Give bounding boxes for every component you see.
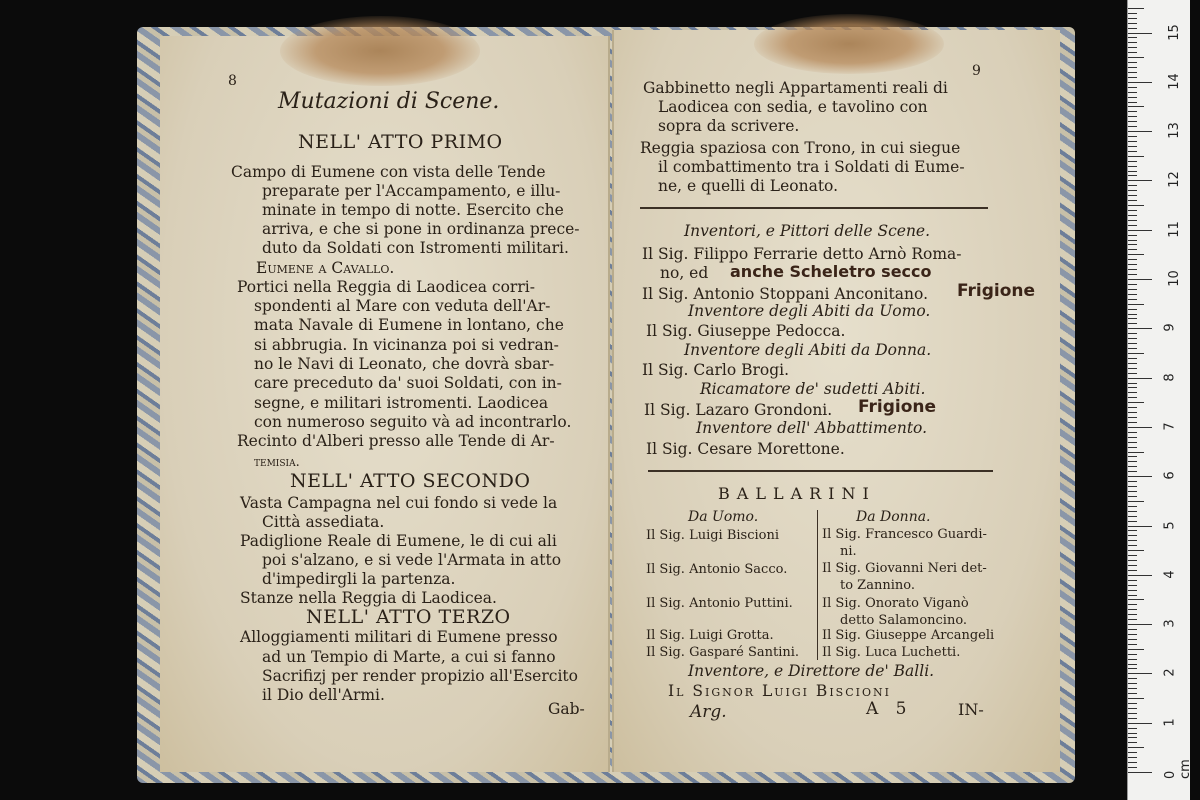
- ruler-tick: [1128, 42, 1137, 43]
- text-line: si abbrugia. In vicinanza poi si vedran-: [254, 336, 559, 354]
- ruler-tick: [1128, 526, 1152, 527]
- list-item: ni.: [840, 544, 857, 559]
- ruler-tick: [1128, 407, 1137, 408]
- ruler-number: 3: [1162, 619, 1178, 628]
- ruler-tick: [1128, 343, 1137, 344]
- text-line: Eumene a Cavallo.: [256, 259, 395, 277]
- ruler-tick: [1128, 161, 1137, 162]
- ruler-tick: [1128, 713, 1137, 714]
- ruler-tick: [1128, 585, 1137, 586]
- divider-rule: [640, 207, 988, 209]
- ruler-tick: [1128, 185, 1137, 186]
- ruler-tick: [1128, 240, 1137, 241]
- text-line: Padiglione Reale di Eumene, le di cui ali: [240, 532, 557, 550]
- scale-ruler: [1127, 0, 1193, 800]
- text-line: spondenti al Mare con veduta dell'Ar-: [254, 297, 551, 315]
- ruler-tick: [1128, 644, 1137, 645]
- ruler-tick: [1128, 456, 1137, 457]
- text-line: Recinto d'Alberi presso alle Tende di Ar-: [237, 432, 555, 450]
- ruler-tick: [1128, 363, 1137, 364]
- ruler-tick: [1128, 678, 1137, 679]
- footer-left: Arg.: [690, 702, 727, 722]
- text-line: Inventore degli Abiti da Donna.: [684, 341, 932, 359]
- ruler-tick: [1128, 67, 1137, 68]
- list-item: Il Sig. Luigi Grotta.: [646, 628, 774, 643]
- ruler-tick: [1128, 668, 1137, 669]
- ruler-tick: [1128, 570, 1137, 571]
- ruler-tick: [1128, 412, 1137, 413]
- ruler-tick: [1128, 752, 1137, 753]
- text-line: Inventore degli Abiti da Uomo.: [688, 302, 931, 320]
- ruler-tick: [1128, 392, 1137, 393]
- text-line: Il Sig. Filippo Ferrarie detto Arnò Roma-: [642, 245, 962, 263]
- text-line: segne, e militari istromenti. Laodicea: [254, 394, 549, 412]
- list-item: Il Sig. Giovanni Neri det-: [822, 561, 987, 576]
- ruler-tick: [1128, 540, 1137, 541]
- list-item: Il Sig. Antonio Puttini.: [646, 596, 793, 611]
- ruler-tick: [1128, 762, 1137, 763]
- ruler-number: 2: [1162, 668, 1178, 678]
- text-line: il combattimento tra i Soldati di Eume-: [658, 158, 965, 176]
- text-line: arriva, e che si pone in ordinanza prece-: [262, 220, 580, 238]
- ruler-tick: [1128, 595, 1137, 596]
- ruler-tick: [1128, 747, 1144, 748]
- list-item: Il Sig. Luca Luchetti.: [822, 645, 961, 660]
- ruler-tick: [1128, 530, 1137, 531]
- ruler-number: 9: [1162, 323, 1178, 332]
- ruler-number: 4: [1162, 570, 1178, 579]
- ruler-tick: [1128, 151, 1137, 152]
- director-heading: Inventore, e Direttore de' Balli.: [688, 662, 935, 680]
- page-number-right: 9: [972, 63, 981, 79]
- ruler-tick: [1128, 560, 1137, 561]
- ruler-tick: [1128, 590, 1137, 591]
- text-line: Stanze nella Reggia di Laodicea.: [240, 589, 497, 607]
- ruler-tick: [1128, 654, 1137, 655]
- ruler-tick: [1128, 82, 1152, 83]
- ruler-tick: [1128, 555, 1137, 556]
- ruler-tick: [1128, 279, 1152, 280]
- ruler-tick: [1128, 309, 1137, 310]
- ruler-tick: [1128, 37, 1137, 38]
- ruler-tick: [1128, 550, 1144, 551]
- ruler-tick: [1128, 348, 1137, 349]
- text-line: Città assediata.: [262, 513, 385, 531]
- ruler-tick: [1128, 102, 1137, 103]
- text-line: Il Sig. Cesare Morettone.: [646, 440, 845, 458]
- act1-heading: NELL' ATTO PRIMO: [298, 131, 503, 153]
- ruler-tick: [1128, 447, 1137, 448]
- ruler-tick: [1128, 180, 1152, 181]
- ruler-tick: [1128, 599, 1144, 600]
- ruler-number: 5: [1162, 520, 1178, 530]
- ruler-number: 6: [1162, 471, 1178, 480]
- ruler-tick: [1128, 383, 1137, 384]
- ruler-tick: [1128, 619, 1137, 620]
- text-line: Il Sig. Lazaro Grondoni.: [644, 401, 833, 419]
- ruler-tick: [1128, 205, 1144, 206]
- ruler-tick: [1128, 323, 1137, 324]
- ruler-tick: [1128, 8, 1144, 9]
- list-item: Il Sig. Antonio Sacco.: [646, 562, 788, 577]
- ruler-tick: [1128, 333, 1137, 334]
- ruler-tick: [1128, 318, 1137, 319]
- inventors-heading: Inventori, e Pittori delle Scene.: [684, 222, 931, 240]
- handwritten-note: Frigione: [858, 397, 937, 417]
- ruler-tick: [1128, 289, 1137, 290]
- ruler-tick: [1128, 121, 1137, 122]
- ruler-tick: [1128, 111, 1137, 112]
- ruler-tick: [1128, 378, 1152, 379]
- ruler-tick: [1128, 249, 1137, 250]
- ruler-tick: [1128, 33, 1152, 34]
- text-line: Gabbinetto negli Appartamenti reali di: [643, 79, 948, 97]
- text-line: care preceduto da' suoi Soldati, con in-: [254, 374, 562, 392]
- ballarini-heading: BALLARINI: [718, 484, 876, 503]
- ruler-number: 13: [1166, 122, 1182, 139]
- ruler-tick: [1128, 698, 1144, 699]
- ruler-tick: [1128, 23, 1137, 24]
- text-line: duto da Soldati con Istromenti militari.: [262, 239, 569, 257]
- ruler-tick: [1128, 269, 1137, 270]
- ruler-number: 1: [1162, 718, 1178, 727]
- ruler-tick: [1128, 580, 1137, 581]
- ruler-tick: [1128, 481, 1137, 482]
- ruler-tick: [1128, 708, 1137, 709]
- ruler-tick: [1128, 634, 1137, 635]
- act3-heading: NELL' ATTO TERZO: [306, 606, 511, 628]
- text-line: poi s'alzano, e si vede l'Armata in atto: [262, 551, 562, 569]
- ruler-tick: [1128, 733, 1137, 734]
- column-divider: [817, 510, 818, 660]
- ruler-tick: [1128, 723, 1152, 724]
- ruler-tick: [1128, 545, 1137, 546]
- ruler-tick: [1128, 210, 1137, 211]
- ruler-tick: [1128, 52, 1137, 53]
- ruler-tick: [1128, 195, 1137, 196]
- list-item: Il Sig. Luigi Biscioni: [646, 528, 780, 543]
- text-line: Il Sig. Antonio Stoppani Anconitano.: [642, 285, 928, 303]
- ruler-tick: [1128, 274, 1137, 275]
- ruler-tick: [1128, 57, 1144, 58]
- ruler-tick: [1128, 87, 1137, 88]
- ruler-tick: [1128, 432, 1137, 433]
- act2-heading: NELL' ATTO SECONDO: [290, 470, 531, 492]
- ruler-tick: [1128, 62, 1137, 63]
- text-line: temisia.: [254, 455, 300, 470]
- ruler-tick: [1128, 304, 1144, 305]
- ruler-tick: [1128, 259, 1137, 260]
- ruler-tick: [1128, 92, 1137, 93]
- page-number-left: 8: [228, 73, 237, 89]
- handwritten-note: Frigione: [957, 281, 1036, 301]
- ruler-tick: [1128, 693, 1137, 694]
- ruler-tick: [1128, 452, 1144, 453]
- ruler-tick: [1128, 427, 1152, 428]
- ruler-tick: [1128, 437, 1137, 438]
- ruler-tick: [1128, 535, 1137, 536]
- ruler-tick: [1128, 521, 1137, 522]
- ruler-tick: [1128, 314, 1137, 315]
- catchword: Gab-: [548, 700, 585, 718]
- ruler-tick: [1128, 146, 1137, 147]
- ruler-tick: [1128, 136, 1137, 137]
- ruler-tick: [1128, 358, 1137, 359]
- ruler-number: 10: [1166, 270, 1182, 287]
- ruler-tick: [1128, 373, 1137, 374]
- ruler-tick: [1128, 220, 1137, 221]
- text-line: mata Navale di Eumene in lontano, che: [254, 316, 564, 334]
- ruler-tick: [1128, 506, 1137, 507]
- ruler-tick: [1128, 141, 1137, 142]
- ruler-tick: [1128, 609, 1137, 610]
- water-stain: [280, 16, 480, 86]
- ruler-tick: [1128, 402, 1144, 403]
- text-line: il Dio dell'Armi.: [262, 686, 385, 704]
- text-line: Ricamatore de' sudetti Abiti.: [700, 380, 926, 398]
- ruler-tick: [1128, 126, 1137, 127]
- ruler-tick: [1128, 565, 1137, 566]
- ruler-tick: [1128, 156, 1144, 157]
- col-heading-donna: Da Donna.: [856, 509, 931, 525]
- text-line: sopra da scrivere.: [658, 117, 800, 135]
- ruler-tick: [1128, 230, 1152, 231]
- ruler-tick: [1128, 97, 1137, 98]
- ruler-tick: [1128, 353, 1144, 354]
- ruler-number: 11: [1166, 220, 1182, 238]
- ruler-tick: [1128, 328, 1152, 329]
- ruler-tick: [1128, 486, 1137, 487]
- water-stain: [754, 14, 944, 74]
- ruler-tick: [1128, 235, 1137, 236]
- text-line: ne, e quelli di Leonato.: [658, 177, 839, 195]
- ruler-tick: [1128, 244, 1137, 245]
- ruler-tick: [1128, 575, 1152, 576]
- ruler-tick: [1128, 728, 1137, 729]
- text-line: ad un Tempio di Marte, a cui si fanno: [262, 648, 556, 666]
- ruler-tick: [1128, 718, 1137, 719]
- ruler-tick: [1128, 422, 1137, 423]
- text-line: preparate per l'Accampamento, e illu-: [262, 182, 561, 200]
- divider-rule: [648, 470, 993, 472]
- text-line: Laodicea con sedia, e tavolino con: [658, 98, 928, 116]
- list-item: Il Sig. Francesco Guardi-: [822, 527, 987, 542]
- text-line: d'impedirgli la partenza.: [262, 570, 456, 588]
- text-line: Alloggiamenti militari di Eumene presso: [240, 628, 558, 646]
- ruler-tick: [1128, 664, 1137, 665]
- ruler-number: 8: [1162, 372, 1178, 382]
- catchword: IN-: [958, 700, 984, 719]
- ruler-tick: [1128, 659, 1137, 660]
- text-line: Il Sig. Carlo Brogi.: [642, 361, 790, 379]
- ruler-tick: [1128, 200, 1137, 201]
- ruler-tick: [1128, 516, 1137, 517]
- ruler-tick: [1128, 215, 1137, 216]
- ruler-tick: [1128, 496, 1137, 497]
- ruler-tick: [1128, 772, 1152, 773]
- ruler-number: 12: [1166, 171, 1182, 189]
- text-line: con numeroso seguito và ad incontrarlo.: [254, 413, 572, 431]
- ruler-tick: [1128, 688, 1137, 689]
- ruler-number: 14: [1166, 73, 1182, 90]
- text-line: no le Navi di Leonato, che dovrà sbar-: [254, 355, 555, 373]
- ruler-tick: [1128, 417, 1137, 418]
- ruler-tick: [1128, 624, 1152, 625]
- ruler-tick: [1128, 28, 1137, 29]
- ruler-tick: [1128, 471, 1137, 472]
- ruler-tick: [1128, 116, 1137, 117]
- ruler-tick: [1128, 737, 1137, 738]
- ruler-tick: [1128, 77, 1137, 78]
- list-item: Il Sig. Onorato Viganò: [822, 596, 969, 611]
- page-title: Mutazioni di Scene.: [278, 89, 500, 114]
- ruler-tick: [1128, 254, 1144, 255]
- ruler-tick: [1128, 629, 1137, 630]
- list-item: Il Sig. Gasparé Santini.: [646, 645, 800, 660]
- ruler-tick: [1128, 299, 1137, 300]
- text-line: Il Sig. Giuseppe Pedocca.: [646, 322, 846, 340]
- ruler-tick: [1128, 757, 1137, 758]
- ruler-tick: [1128, 106, 1144, 107]
- handwritten-note: anche Scheletro secco: [730, 262, 932, 281]
- ruler-unit: 0 cm: [1163, 759, 1193, 779]
- ruler-tick: [1128, 442, 1137, 443]
- list-item: Il Sig. Giuseppe Arcangeli: [822, 628, 995, 643]
- ruler-tick: [1128, 501, 1144, 502]
- ruler-tick: [1128, 284, 1137, 285]
- director-name: Il Signor Luigi Biscioni: [668, 682, 891, 700]
- text-line: Campo di Eumene con vista delle Tende: [231, 163, 546, 181]
- ruler-tick: [1128, 767, 1137, 768]
- ruler-tick: [1128, 604, 1137, 605]
- list-item: to Zannino.: [840, 578, 915, 593]
- text-line: Portici nella Reggia di Laodicea corri-: [237, 278, 535, 296]
- ruler-tick: [1128, 683, 1137, 684]
- ruler-tick: [1128, 639, 1137, 640]
- text-line: Sacrifizj per render propizio all'Esercito: [262, 667, 578, 685]
- signature-mark: A 5: [866, 699, 913, 719]
- ruler-tick: [1128, 18, 1137, 19]
- ruler-tick: [1128, 476, 1152, 477]
- col-heading-uomo: Da Uomo.: [688, 509, 759, 525]
- ruler-tick: [1128, 466, 1137, 467]
- text-line: minate in tempo di notte. Esercito che: [262, 201, 564, 219]
- ruler-tick: [1128, 131, 1152, 132]
- ruler-number: 7: [1162, 422, 1178, 431]
- ruler-tick: [1128, 294, 1137, 295]
- ruler-tick: [1128, 166, 1137, 167]
- text-line: Inventore dell' Abbattimento.: [696, 419, 928, 437]
- list-item: detto Salamoncino.: [840, 613, 968, 628]
- ruler-tick: [1128, 397, 1137, 398]
- ruler-tick: [1128, 673, 1152, 674]
- ruler-tick: [1128, 190, 1137, 191]
- ruler-tick: [1128, 368, 1137, 369]
- ruler-tick: [1128, 225, 1137, 226]
- ruler-tick: [1128, 171, 1137, 172]
- ruler-tick: [1128, 649, 1144, 650]
- ruler-tick: [1128, 461, 1137, 462]
- ruler-tick: [1128, 13, 1137, 14]
- ruler-tick: [1128, 47, 1137, 48]
- ruler-tick: [1128, 511, 1137, 512]
- ruler-tick: [1128, 614, 1137, 615]
- ruler-tick: [1128, 264, 1137, 265]
- ruler-tick: [1128, 491, 1137, 492]
- ruler-tick: [1128, 72, 1137, 73]
- ruler-tick: [1128, 175, 1137, 176]
- text-line: Reggia spaziosa con Trono, in cui siegue: [640, 139, 961, 157]
- ruler-number: 15: [1166, 23, 1182, 41]
- ruler-tick: [1128, 742, 1137, 743]
- ruler-tick: [1128, 703, 1137, 704]
- ruler-tick: [1128, 387, 1137, 388]
- ruler-tick: [1128, 338, 1137, 339]
- text-line: Vasta Campagna nel cui fondo si vede la: [240, 494, 558, 512]
- text-line: no, ed: [660, 264, 709, 282]
